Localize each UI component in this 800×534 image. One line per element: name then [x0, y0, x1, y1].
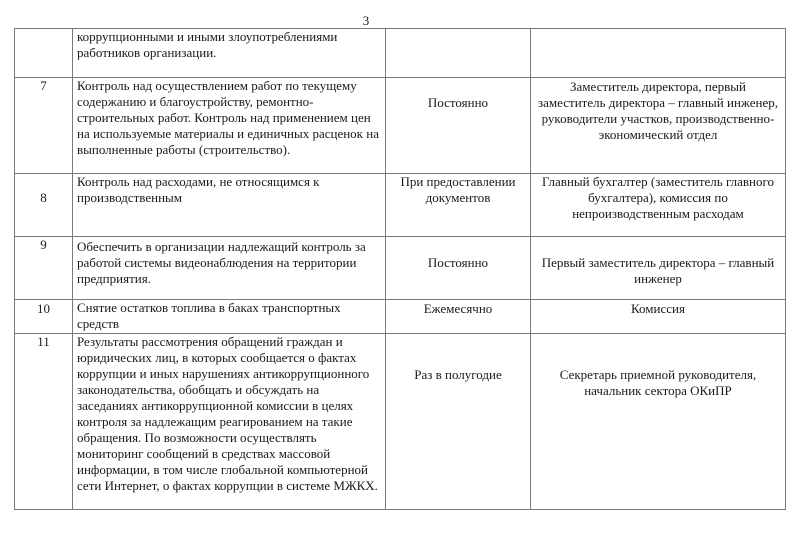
row-number: 7	[15, 78, 73, 174]
table-row	[15, 300, 786, 334]
term-cell: Постоянно	[386, 78, 531, 174]
task-cell: Контроль над расходами, не относящимся к производственным	[73, 174, 386, 237]
row-number: 11	[15, 334, 73, 510]
responsible-cell: Заместитель директора, первый заместитель директора – главный инженер, руководители участков, производственно-экономический отдел	[531, 78, 786, 174]
table-row	[15, 29, 786, 78]
measures-table	[14, 28, 786, 510]
task-cell: Контроль над осуществлением работ по текущему содержанию и благоустройству, ремонтно-строительных работ. Контроль над применением цен на используемые материалы и единичных расценок на выполненные работы (строительство).	[73, 78, 386, 174]
page-number: 3	[362, 13, 370, 28]
responsible-cell	[531, 29, 786, 78]
responsible-cell: Главный бухгалтер (заместитель главного бухгалтера), комиссия по непроизводственным расходам	[531, 174, 786, 237]
row-number: 8	[15, 174, 73, 237]
table-row	[15, 78, 786, 174]
term-cell: Постоянно	[386, 237, 531, 300]
table-row	[15, 237, 786, 300]
term-cell: Раз в полугодие	[386, 334, 531, 510]
row-number	[15, 29, 73, 78]
term-cell	[386, 29, 531, 78]
term-cell: Ежемесячно	[386, 300, 531, 334]
task-cell: Обеспечить в организации надлежащий контроль за работой системы видеонаблюдения на территории предприятия.	[73, 237, 386, 300]
responsible-cell: Первый заместитель директора – главный инженер	[531, 237, 786, 300]
task-cell: коррупционными и иными злоупотреблениями работников организации.	[73, 29, 386, 78]
task-cell: Снятие остатков топлива в баках транспортных средств	[73, 300, 386, 334]
table-row	[15, 174, 786, 237]
term-cell: При предоставлении документов	[386, 174, 531, 237]
responsible-cell: Секретарь приемной руководителя, начальник сектора ОКиПР	[531, 334, 786, 510]
table-row	[15, 334, 786, 510]
row-number: 10	[15, 300, 73, 334]
row-number: 9	[15, 237, 73, 300]
task-cell: Результаты рассмотрения обращений граждан и юридических лиц, в которых сообщается о фактах коррупции и иных нарушениях антикоррупционного законодательства, обобщать и обсуждать на заседаниях антикоррупционной комиссии в целях контроля за надлежащим реагированием на такие обращения. По возможности осуществлять мониторинг сообщений в средствах массовой информации, в том числе глобальной компьютерной сети Интернет, о фактах коррупции в системе МЖКХ.	[73, 334, 386, 510]
responsible-cell: Комиссия	[531, 300, 786, 334]
